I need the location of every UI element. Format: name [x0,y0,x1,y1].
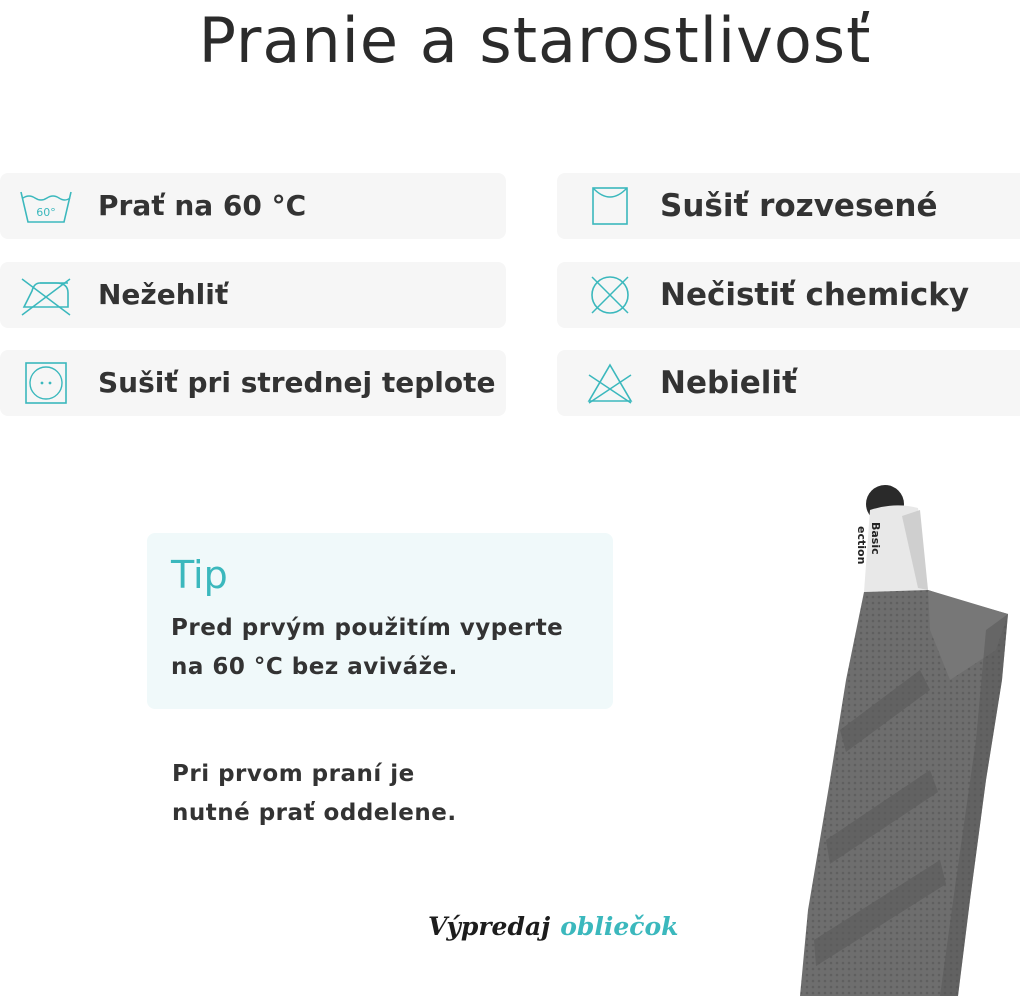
no-bleach-icon [583,359,639,407]
tip-text-line: Pred prvým použitím vyperte [171,615,564,641]
logo-text-part2: obliečok [560,912,679,941]
care-label: Nežehliť [98,278,229,311]
svg-text:Basic: Basic [869,522,882,555]
line-dry-icon [583,182,639,230]
towel-image [780,480,1020,996]
no-iron-icon [18,271,74,319]
note-text-line: Pri prvom praní je [172,761,415,787]
care-label: Nebieliť [660,365,797,401]
note-text-line: nutné prať oddelene. [172,800,457,826]
page-title: Pranie a starostlivosť [198,4,872,77]
no-dry-clean-icon [583,271,639,319]
wash-60-icon [18,182,74,230]
care-label: Sušiť rozvesené [660,188,938,224]
care-item-no-dry-clean [557,262,1020,328]
care-item-wash-60 [0,173,506,239]
svg-text:60°: 60° [36,206,56,219]
tumble-dry-medium-icon [18,359,74,407]
care-label: Nečistiť chemicky [660,277,970,313]
logo-text-part1: Výpredaj [428,912,551,941]
care-item-no-bleach [557,350,1020,416]
care-label: Sušiť pri strednej teplote [98,366,496,399]
care-item-no-iron [0,262,506,328]
svg-text:ection: ection [855,526,868,565]
tip-title: Tip [171,553,228,597]
care-item-tumble-dry [0,350,506,416]
tip-text-line: na 60 °C bez aviváže. [171,654,458,680]
care-item-line-dry [557,173,1020,239]
care-label: Prať na 60 °C [98,189,307,222]
tip-box [147,533,613,709]
brand-logo [428,912,678,941]
